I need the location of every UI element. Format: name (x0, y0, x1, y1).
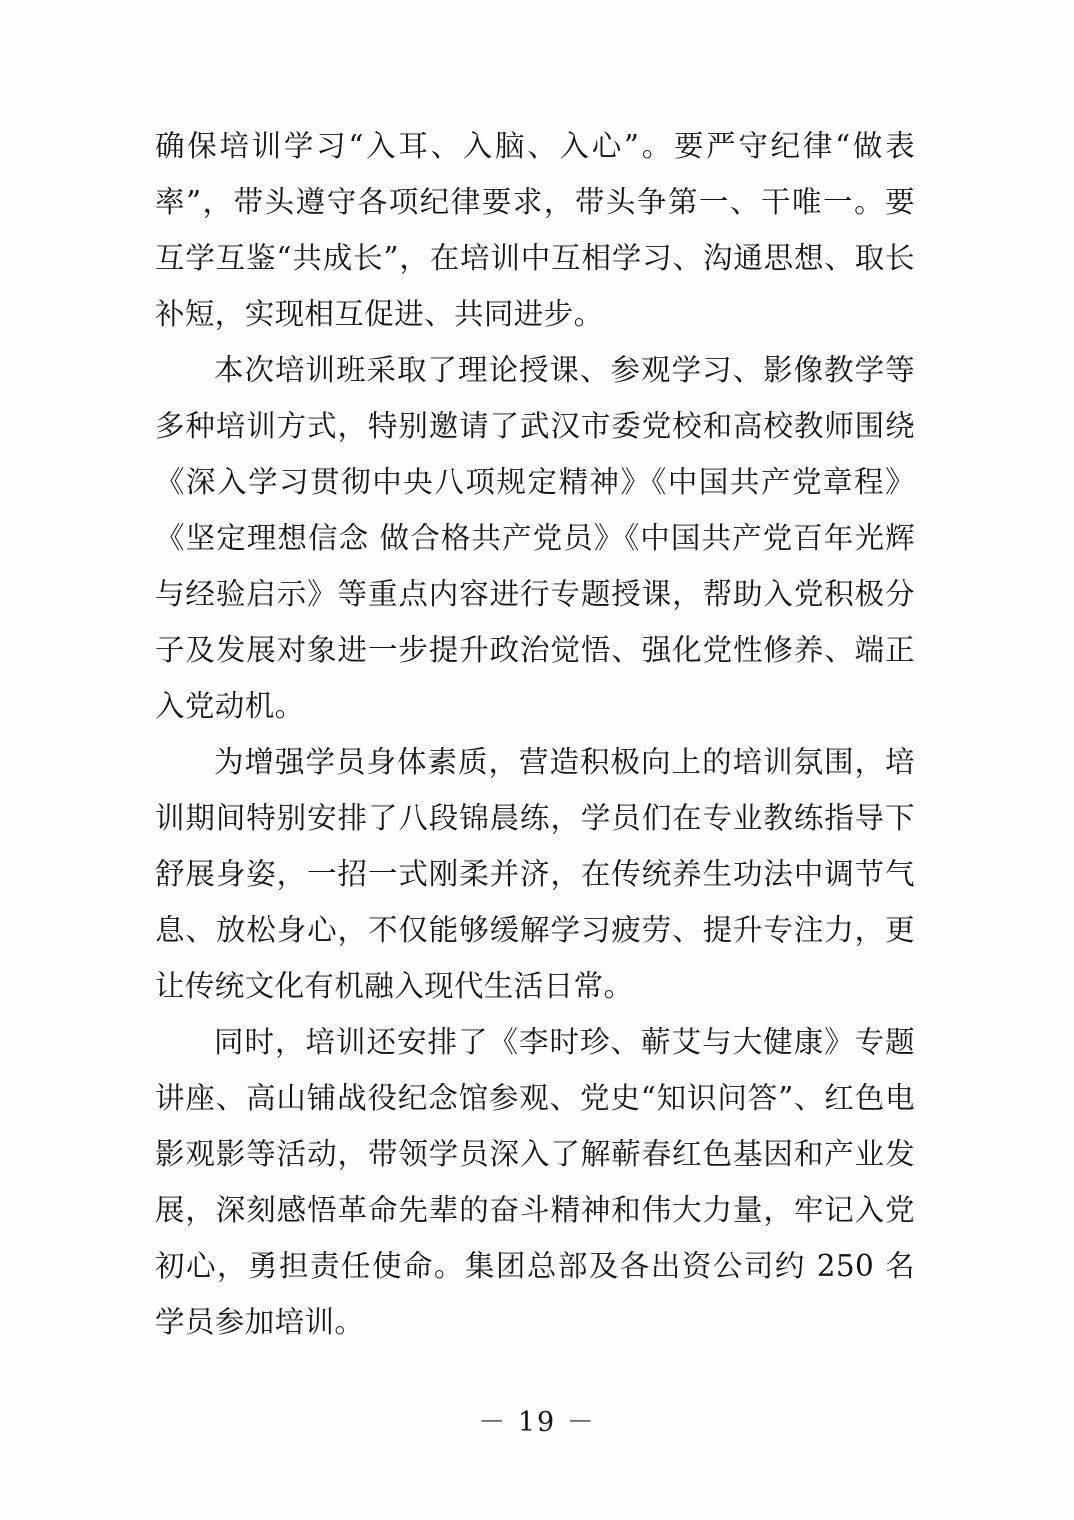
page-body (155, 118, 915, 1350)
paragraph-2: 本次培训班采取了理论授课、参观学习、影像教学等多种培训方式，特别邀请了武汉市委党校和高校教师围绕《深入学习贯彻中央八项规定精神》《中国共产党章程》《坚定理想信念 做合格共产党员》《中国共产党百年光辉与经验启示》等重点内容进行专题授课，帮助入党积极分子及发展对象进一步提升政治觉悟、强化党性修养、端正入党动机。 (155, 353, 915, 723)
paragraph-3: 为增强学员身体素质，营造积极向上的培训氛围，培训期间特别安排了八段锦晨练，学员们在专业教练指导下舒展身姿，一招一式刚柔并济，在传统养生功法中调节气息、放松身心，不仅能够缓解学习疲劳、提升专注力，更让传统文化有机融入现代生活日常。 (155, 745, 915, 1003)
paragraph-4: 同时，培训还安排了《李时珍、蕲艾与大健康》专题讲座、高山铺战役纪念馆参观、党史“知识问答”、红色电影观影等活动，带领学员深入了解蕲春红色基因和产业发展，深刻感悟革命先辈的奋斗精神和伟大力量，牢记入党初心，勇担责任使命。集团总部及各出资公司约 250 名学员参加培训。 (155, 1025, 915, 1339)
page-number: － 19 － (478, 1407, 596, 1438)
paragraph-1: 确保培训学习“入耳、入脑、入心”。要严守纪律“做表率”，带头遵守各项纪律要求，带头争第一、干唯一。要互学互鉴“共成长”，在培训中互相学习、沟通思想、取长补短，实现相互促进、共同进步。 (155, 129, 915, 331)
